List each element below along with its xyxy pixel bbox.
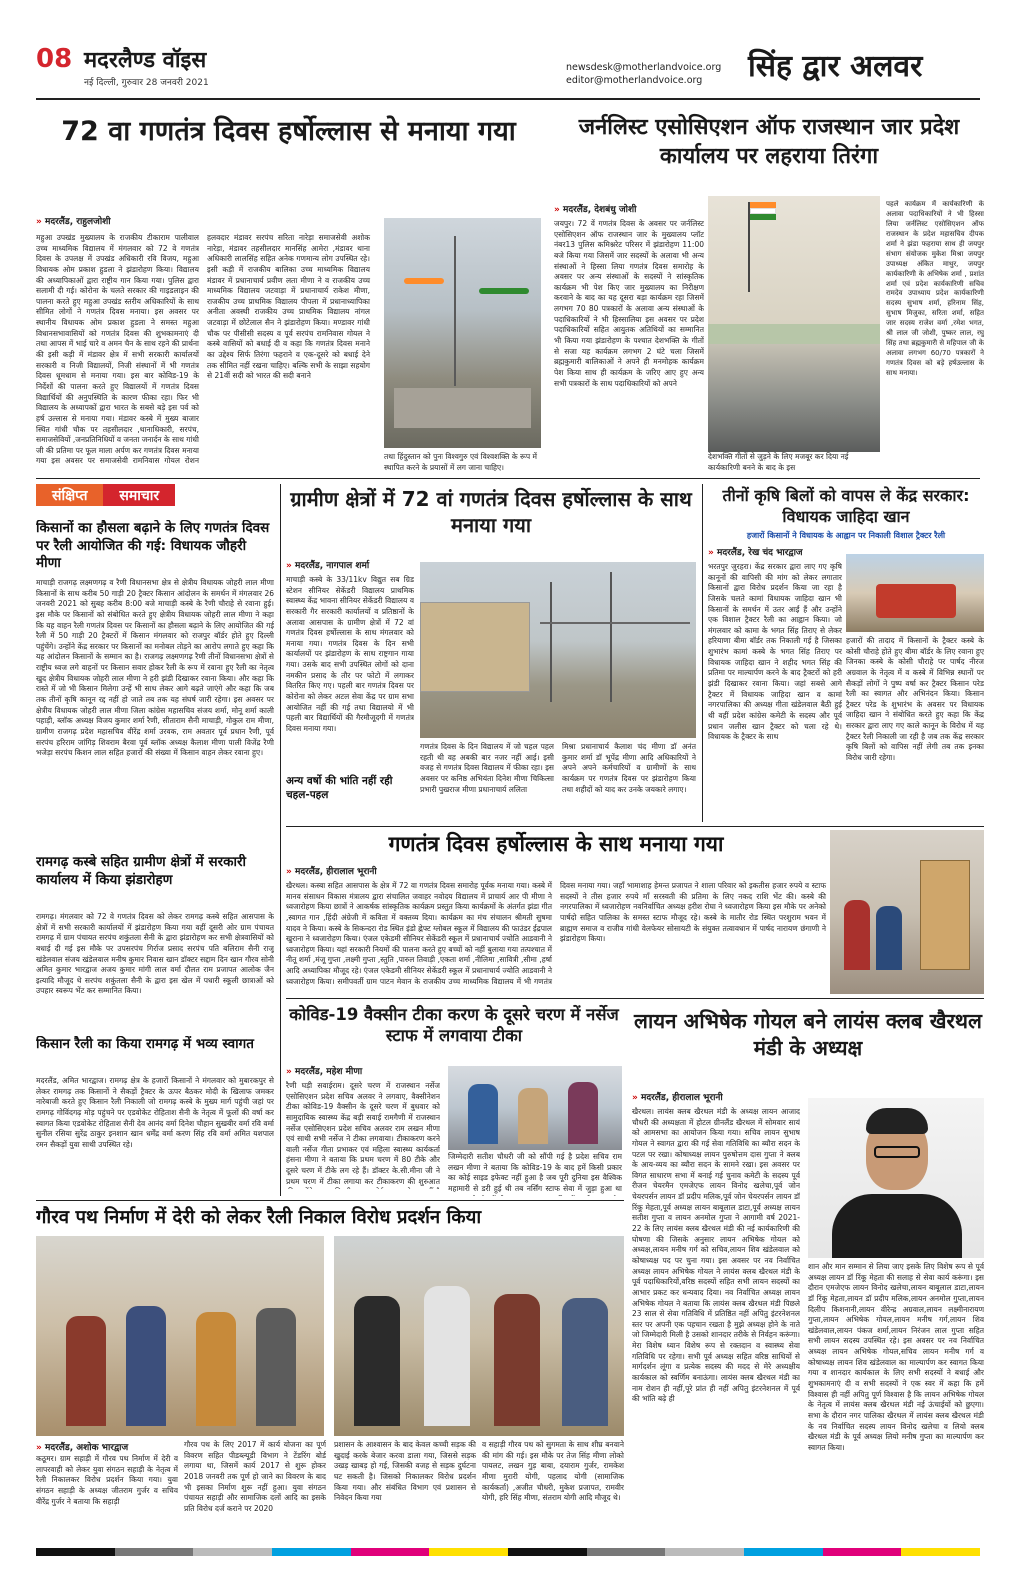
column-divider [702,484,703,822]
page-number: 08 [36,44,73,74]
dateline: नई दिल्ली, गुरुवार 28 जनवरी 2021 [84,78,209,88]
byline: » मदरलैंड, रेख चंद भारद्वाज [708,545,984,558]
brief-label [36,484,274,506]
headline: गौरव पथ निर्माण में देरी को लेकर रैली निकाल विरोध प्रदर्शन किया [36,1207,482,1228]
article-body-col3: मिश्रा प्रधानाचार्य कैलाश चंद मीणा डॉ अनंत कुमार शर्मा डॉ भूपेंद्र मीणा आदि अधिकारियों ने अपने अपने कर्मचारियों व ग्रामीणों के साथ कार्यक्रम पर गणतंत्र दिवस पर झंडारोहण किया तथा शहीदों को याद कर उनके जयकारे लगाए। [562,742,696,794]
headline: गणतंत्र दिवस हर्षोल्लास के साथ मनाया गया [388,832,724,856]
photo-jar-office-flag [708,196,880,452]
article-body-col2: गौरव पथ के लिए 2017 में कार्य योजना का पूर्ण विवरण सहित पीडब्ल्यूडी विभाग ने टेंडरिंग बोर्ड लगाया था, जिसमें कार्य 2017 से शुरू होकर 2018 जनवरी तक पूर्ण हो जाने का विवरण के बाद भी इसका निर्माण शुरू नहीं हुआ। युवा संगठन पंचायत सहाड़ी और सामाजिक दलों आदि का इसके प्रति विरोध दर्ज कराने पर 2020 [184,1440,326,1513]
brief-headline-3: किसान रैली का किया रामगढ़ में भव्य स्वागत [36,1036,254,1052]
brief-body-3: मदरलैंड, अमित भारद्वाज। रामगढ़ क्षेत्र के हजारों किसानों ने मंगलवार को मुबारकपुर से लेकर रामगढ़ तक किसानों ने सैकड़ों ट्रैक्टर के ऊपर बैठकर मोदी के खिलाफ जमकर नारेबाजी करते हुए किसान रैली निकाली जो रामगढ़ कस्बे के मुख्य मार्ग पहुंची जहां पर रामगढ़ गोविंदगढ़ मोड़ पहुंचने पर एडवोकेट रोहिताश सैनी के नेतृत्व में फूलों की वर्षा कर स्वागत किया एडवोकेट रोहिताश सैनी देव आनंद वर्मा दिनेश चौहान सुखबीर वर्मा रवि वर्मा सुनील रसिया सुरेंद्र ठाकुर इनशान खान धर्मेंद्र वर्मा करण सिंह रवि वर्मा अमित यशपाल रमन सैकड़ों युवा साथी उपस्थित रहे। [36,1076,274,1149]
photo-tractor-rally [846,554,984,632]
brief-headline-1: किसानों का हौसला बढ़ाने के लिए गणतंत्र दिवस पर रैली आयोजित की गई: विधायक जौहरी मीणा [36,520,270,572]
article-body-col4: व सहाड़ी गौरव पथ को सुगमता के साथ शीघ्र बनवाने की मांग की गई। इस मौके पर तेज सिंह मीणा लोको पायलट, लखन गुड़ बाबा, दयाराम गुर्जर, रामकेश मीणा मुरारी योगी, पहलाद योगी (सामाजिक कार्यकर्ता) ,अजीत चौधरी, मुकेश प्रजापत, रामवीर योगी, हरि सिंह मीणा, संतराम योगी आदि मौजूद थे। [482,1440,624,1503]
byline: » मदरलैंड, राहुलजोशी [36,214,541,227]
article-body: भरतपुर जुरहरा। केंद्र सरकार द्वारा लाए गए कृषि कानूनों की वापिसी की मांग को लेकर लगातार किसानों द्वारा विरोध प्रदर्शन किया जा रहा है जिसके चलते कामां विधायक जाहिदा खान भी किसानों के समर्थन में उतर आईं हैं और उन्होंने एक विशाल ट्रैक्टर रैली का आह्वान किया। जो मंगलवार को कामा के भगत सिंह तिराए से लेकर हरियाणा बीमा बॉर्डर तक निकाली गई है जिसका शुभारंभ कामां कस्बे के भगत सिंह तिराए पर विधायक जाहिदा खान ने शहीद भगत सिंह की प्रतिमा पर माल्यार्पण करने के बाद ट्रैक्टरों को हरी झंडी दिखाकर रवाना किया। जहां सबसे आगे ट्रैक्टर में विधायक जाहिदा खान व कामां नगरपालिका की अध्यक्ष गीता खंडेलवाल बैठी हुई थी वहीं प्रदेश कांग्रेस कमेटी के सदस्य और पूर्व प्रधान जलीस खान ट्रैक्टर को चला रहे थे। विधायक के ट्रैक्टर के साथ [708,562,842,742]
byline: » मदरलैंड, देशबंधु जोशी [554,202,984,215]
article-body-col1: कठूमर। ग्राम सहाड़ी में गौरव पथ निर्माण में देरी व लापरवाही को लेकर युवा संगठन सहाड़ी के नेतृत्व में रैली निकालकर विरोध प्रदर्शन किया गया। युवा संगठन सहाड़ी के अध्यक्ष जीतराम गुर्जर व सचिव वीरेंद्र गुर्जर ने बताया कि सहाड़ी [36,1454,178,1506]
photo-portrait-abhishek-goyal [808,1098,984,1258]
color-registration-bar [36,1548,980,1556]
brief-label-1: संक्षिप्त [36,484,103,506]
photo-caption: हजारों की तादाद में किसानों के ट्रैक्टर कस्बे के कोसी चौराहे होते हुए बीमा बॉर्डर के लिए रवाना हुए जिनका कस्बे के कोसी चौराहे पर पार्षद नीरज अग्रवाल के नेतृत्व में व कस्बे में विभिन्न स्थानों पर सैकड़ों लोगों ने पुष्प वर्षा कर ट्रैक्टर किसान परेड रैली का स्वागत और अभिनंदन किया। किसान ट्रैक्टर परेड के शुभारंभ के अवसर पर विधायक जाहिदा खान ने संबोधित करते हुए कहा कि केंद्र सरकार द्वारा लाए गए काले कानून के विरोध में यह ट्रैक्टर रैली निकाली जा रही है जब तक केंद्र सरकार कृषि बिलों को वापिस नहीं लेगी तब तक इनका विरोध जारी रहेगा। [846,636,984,763]
article-body: खैरथल। लायंस क्लब खैरथल मंडी के अध्यक्ष लायन आजाद चौधरी की अध्यक्षता में होटल ग्रीनलैंड खैरथल में सोमवार सायं को आमसभा का आयोजन किया गया। सचिव लायन सुभाष गोयल ने स्वागत द्वारा की गई सेवा गतिविधि का ब्यौरा सदन के पटल पर रखा। कोषाध्यक्ष लायन पुरुषोत्तम दास गुप्ता ने क्लब के आय-व्यय का ब्यौरा सदन के सामने रखा। इस अवसर पर विगत साधारण सभा में बनाई गई चुनाव कमेटी के सदस्य पूर्व रीजन चेयरमैन एमजेएफ लायन विनोद खलेचा,पूर्व जोन चेयरपर्सन लायन डॉ प्रदीप मलिक,पूर्व जोन चेयरपर्सन लायन डॉ रिंकू मेहता,पूर्व अध्यक्ष लायन बाबूलाल डाटा,पूर्व अध्यक्ष लायन सतीश गुप्ता व लायन अनमोल गुप्ता ने आगामी वर्ष 2021-22 के लिए लायंस क्लब खैरथल मंडी की नई कार्यकारिणी की घोषणा की जिसके अनुसार लायन अभिषेक गोयल को अध्यक्ष,लायन मनीष गर्ग को सचिव,लायन शिव खंडेलवाल को कोषाध्यक्ष पद पर चुना गया। इस अवसर पर नव निर्वाचित अध्यक्ष लायन अभिषेक गोयल ने लायंस क्लब खैरथल मंडी के पूर्व पदाधिकारियों,वरिष्ठ सदस्यों सहित सभी लायन सदस्यों का आभार प्रकट कर धन्यवाद दिया। नव निर्वाचित अध्यक्ष लायन अभिषेक गोयल ने बताया कि लायंस क्लब खैरथल मंडी पिछले 23 साल से सेवा गतिविधि में प्रतिष्ठित नहीं अपितु इंटरनेशनल स्तर पर अपनी एक पहचान रखता है मुझे अध्यक्ष होने के नाते जो जिम्मेदारी मिली है उसको शानदार तरीके से निर्वहन करूंगा। मेरा विशेष ध्यान विशेष रूप से रक्तदान व स्वास्थ्य सेवा गतिविधि पर रहेगा। सभी पूर्व अध्यक्ष सहित वरिष्ठ साथियों से मार्गदर्शन लूंगा व प्रत्येक सदस्य की मदद से मेरे अध्यक्षीय कार्यकाल को स्वर्णिम बनाऊंगा। लायंस क्लब खैरथल मंडी का नाम रोशन ही नहीं,पूरे प्रांत ही नहीं अपितु इंटरनेशनल में पूर्व की भांति बढ़े ही [632,1107,800,1404]
headline: कोविड-19 वैक्सीन टीका करण के दूसरे चरण में नर्सेज स्टाफ में लगवाया टीका [289,1005,619,1046]
section-rule [36,1200,624,1201]
photo-caption: जिम्मेदारी सतीश चौधरी जी को सौंपी गई है प्रदेश सचिव राम लखन मीणा ने बताया कि कोविड-19 के बाद हमें किसी प्रकार का कोई साइड इफेक्ट नहीं हुआ है जब पूरी दुनिया इस वैश्विक महामारी से डरी हुई थी तब नर्सिंग स्टाफ सेवा में जुड़ा हुआ था [448,1152,622,1193]
section-rule [286,826,984,827]
article-body-col2: गणतंत्र दिवस के दिन विद्यालय में जो चहल पहल रहती थी वह अबकी बार नजर नहीं आई। इसी वजह से गणतंत्र दिवस विद्यालय में फीका रहा। इस अवसर पर कनिष्ठ अभियंता दिनेश मीणा चिकित्सा प्रभारी पुखराज मीणा प्रधानाचार्य ललिता [420,742,554,794]
email-editor[interactable]: editor@motherlandvoice.org [566,75,703,86]
section-rule [286,998,984,999]
article-body: खैरथल। कस्बा सहित आसपास के क्षेत्र में 72 वा गणतंत्र दिवस समारोह पूर्वक मनाया गया। कस्बे में मानव संसाधन विकास मंत्रालय द्वारा संचालित जवाहर नवोदय विद्यालय में प्राचार्य आर पी मीणा ने ध्वजारोहण किया छात्रों ने आकर्षक सांस्कृतिक कार्यक्रम प्रस्तुत किया कार्यक्रमों के अंतर्गत झंडा गीत ,स्वागत गान ,हिंदी अंग्रेजी में कविता में वक्तव्य दिया। कार्यक्रम का मंच संचालन श्रीमती सुषमा यादव ने किया। कस्बे के सिकन्दरा रोड स्थित इंडो ह्नेफ्ट ग्लोबल स्कूल में विद्यालय की फाउंडर ईद्रपाल खुराना ने ध्वजारोहण किया। एंजल एकेडमी सीनियर सेकेंडरी स्कूल में प्रधानाचार्य ज्योति आडवानी ने ध्वजारोहण किया। यहां सरकारी नियमों की पालना करते हुए बच्चों को नहीं बुलाया गया तत्पश्चात में नीतू शर्मा ,मंजू गुप्ता ,लक्ष्मी गुप्ता ,स्तुति ,पारुल तिवाड़ी ,एकता शर्मा ,नीलिमा ,सावित्री ,सीमा ,हर्षा आदि अध्यापिका मौजूद रहे। एंजल एकेडमी सीनियर सेकेंडरी स्कूल में प्रधानाचार्य ज्योति आडवानी ने ध्वजारोहण किया। समीपवर्ती ग्राम पाटन मेवान के राजकीय उच्च माध्यमिक विद्यालय में भी गणतंत्र दिवस मनाया गया। जहाँ भामाशाह हेमन्त प्रजापत ने शाला परिवार को इकतीस हजार रुपये व स्टाफ सदस्यों ने तीस हजार रुपये माँ सरस्वती की प्रतिमा के लिए नकद राशि भेंट की। कस्बे की नगरपालिका में ध्वजारोहण नवनिर्वाचित अध्यक्ष हरीश रोघा ने ध्वजारोहण किया इस मौके पर अनेको पार्षदो सहित पालिका के समस्त स्टाफ मौजूद रहे। कस्बे के मातौर रोड स्थित परशुराम भवन में ब्राह्मण समाज व राजीव गांधी वेलफेयर सोसायटी के संयुक्त तत्वावधान में पार्षद नारायण छंगाणी ने झंडारोहण किया। [286,881,826,986]
brief-body-1: माचाड़ी राजगढ़ लक्ष्मणगढ़ व रैणी विधानसभा क्षेत्र से क्षेत्रीय विधायक जोहरी लाल मीणा किसानों के साथ करीब 50 गाड़ी 20 ट्रैक्टर किसान आंदोलन के समर्थन में मंगलवार 26 जनवरी 2021 को सुबह करीब 8:00 बजे माचाड़ी कस्बे के रैणी चौराहे से रवाना हुई। इस मौके पर किसानों को संबोधित करते हुए क्षेत्रीय विधायक जोहरी लाल मीणा ने कहा कि यह वाहन रैली गणतंत्र दिवस पर किसानों का हौसला बढ़ाने के लिए आयोजित की गई रैली में 50 गाड़ी 20 ट्रैक्टरों में किसान मंगलवार को राजपुर बॉर्डर होते हुए दिल्ली पहुंचेंगे। उन्होंने केंद्र सरकार पर किसानों का मनोबल तोड़ने का आरोप लगाते हुए कहा कि यह आंदोलन किसानों के सम्मान का है। राजगढ़ लक्ष्मणगढ़ रैणी तीनों विधानसभा क्षेत्रों से राष्ट्रीय ध्वज लगे वाहनों पर किसान सवार होकर रैली के रूप में रवाना हुए रैली का नेतृत्व खुद क्षेत्रीय विधायक जोहरी लाल मीणा ने हरी झंडी दिखाकर रवाना किया। और कहा कि रास्ते में जो भी किसान मिलेगा उन्हें भी साथ लेकर आगे बढ़ते जाएंगे और कहा कि जब तक तीनों कृषि कानून रद्द नहीं हो जाते तब तक यह संघर्ष जारी रहेगा। इस अवसर पर क्षेत्रीय विधायक जोहरी लाल मीणा जिला कांग्रेस महासचिव संजय शर्मा, मोनू शर्मा काली पहाड़ी, ब्लॉक अध्यक्ष विजय कुमार शर्मा रैणी, सीताराम सैनी माचाड़ी, गोकुल राम मीणा, ग्रामीण राजगढ़ प्रदेश महासचिव वीरेंद्र शर्मा उरवक, राम अवतार पूर्व प्रधान रैणी, पूर्व सरपंच हरिराम जांगिड़ शिवराम बैरवा पूर्व ब्लॉक अध्यक्ष कैलाश मीणा पाली विजेंद्र रैणी भजेड़ा सरपंच किशन लाल सहित हजारों की संख्या में किसान वाहन लेकर रवाना हुए। [36,578,274,758]
photo-protest-2 [334,1236,624,1436]
photo-caption: तथा हिंदुस्तान को पुनः विश्वगुरु एवं विश्वशक्ति के रूप में स्थापित करने के प्रयासों में लग जाना चाहिए। [384,452,537,472]
photo-caption: देशभक्ति गीतों से जुड़ने के लिए मजबूर कर दिया नई कार्यकारिणी बनने के बाद के इस [708,452,849,472]
sub-headline: हजारों किसानों ने विधायक के आह्वान पर निकाली विशाल ट्रैक्टर रैली [746,531,946,540]
headline: 72 वा गणतंत्र दिवस हर्षोल्लास से मनाया गया [61,116,516,147]
photo-vaccination [448,1066,622,1150]
photo-protest-1 [36,1236,324,1436]
photo-school-event [830,830,984,994]
article-body: महुआ उपखंड मुख्यालय के राजकीय टीकाराम पालीवाल उच्च माध्यमिक विद्यालय में मंगलवार को 72 वे गणतंत्र दिवस के उपलक्ष में उपखंड अधिकारी रवि विजय, महुआ विधायक ओम प्रकाश हुडला ने झंडारोहण किया। विद्यालय की अध्यापिकाओं द्वारा राष्ट्रीय गान किया गया। पुलिस द्वारा सलामी दी गई। कोरोना के चलते सरकार की गाइडलाइन की पालना करते हुए महुआ उपखंड स्तरीय अधिकारियों के साथ सीमित लोगों ने गणतंत्र दिवस मनाया। इस अवसर पर स्थानीय विधायक ओम प्रकाश हुडला ने समस्त महुआ विधानसभावासियों को गणतंत्र दिवस की शुभकामनाएं दी तथा आपस में भाई चारे व अमन चैन के साथ रहने की प्रार्थना की इसी कड़ी में मंडावर क्षेत्र में सभी सरकारी कार्यालयों सरकारी व निजी विद्यालयों, निजी संस्थानों में भी गणतंत्र दिवस धूमधाम से मनाया गया। इस बार कोविड-19 के निर्देशों की पालना करते हुए विद्यालयों में गणतंत्र दिवस विद्यार्थियों की अनुपस्थिति के कारण फीका रहा। फिर भी विद्यालय के अध्यापकों द्वारा भारत के सबसे बड़े इस पर्व को हर्ष उल्लास से मनाया गया। मंडावर कस्बे में मुख्य बाजार स्थित गांधी चौक पर तहसीलदार ,थानाधिकारी, सरपंच, समाजसेवियों ,जनप्रतिनिधियों व जनता जनार्दन के साथ गांधी जी की प्रतिमा पर फूल माला अर्पण कर गणतंत्र दिवस मनाया गया इस अवसर पर समाजसेवी रामनिवास गोयल रोशन हलवदार मंडावर सरपंच सरिता नारेड़ा समाजसेवी अशोक नारेड़ा, मंडावर तहसीलदार मानसिंह आमेरा ,मंडावर थाना अधिकारी लालसिंह सहित अनेक गणमान्य लोग उपस्थित रहे। इसी कड़ी में राजकीय बालिका उच्च माध्यमिक विद्यालय मंडावर में प्रधानाचार्य प्रवीण लता मीणा ने व राजकीय उच्च माध्यमिक विद्यालय जटवाड़ा में प्रधानाचार्य राकेश मीणा, राजकीय उच्च प्राथमिक विद्यालय पीपला में प्रधानाध्यापिका अनीता अवस्थी राजकीय उच्च प्राथमिक विद्यालय नांगल जटवाड़ा में छोटेलाल सैन ने झंडारोहण किया। मण्डावर गांधी चौक पर पीसीसी सदस्य व पूर्व सरपंच रामनिवास गोयल ने कस्बे वासियों को बधाई दी व कहा कि गणतंत्र दिवस मनाने का उद्देश्य सिर्फ तिरंगा फहराने व एक-दूसरे को बधाई देने तक सीमित नहीं रखना चाहिए। बल्कि सभी के साझा सहयोग से 21वीं सदी को भारत की सदी बनाने [36,233,370,466]
section-rule [36,478,980,479]
masthead [0,0,1024,96]
pull-quote: अन्य वर्षो की भांति नहीं रही चहल-पहल [286,775,393,801]
article-body-col3: प्रशासन के आश्वासन के बाद केवल कच्ची सड़क की खुदाई करके बेजार करवा डाला गया, जिससे सड़क उखड़ खाबड़ हो गई, जिसकी वजह से सड़क दुर्घटना घट सकती है। जिसको निकालकर विरोध प्रदर्शन किया गया। और संबंधित विभाग एवं प्रशासन से निवेदन किया गया [334,1440,476,1503]
article-body: जयपुर। 72 वें गणतंत्र दिवस के अवसर पर जर्नलिस्ट एसोसिएशन ऑफ राजस्थान जार के मुख्यालय प्लॉट नंबर13 पुलिस कमिश्नरेट परिसर में झंडारोहण 11:00 बजे किया गया जिसमें जार सदस्यों के अलावा भी अन्य संस्थाओं ने हिस्सा लिया गणतंत्र दिवस समारोह के अवसर पर अन्य संस्थाओं के सदस्यों ने सांस्कृतिक कार्यक्रम भी पेश किए जार मुख्यालय का निरीक्षण करवाने के बाद का यह दूसरा बड़ा कार्यक्रम रहा जिसमें लगभग 70 80 पत्रकारों के अलावा अन्य संस्थाओं के पदाधिकारियों ने भी हिस्सालिया इस अवसर पर प्रदेश पदाधिकारियों सहित आयुतक अतिथियों का सम्मानित भी किया गया झंडारोहण के पश्चात देशभक्ति के गीतों से सजा यह कार्यक्रम लगभग 2 घंटे चला जिसमें ब्रह्मकुमारी बालिकाओं ने अपने ही मनमोहक कार्यक्रम पेश किया साथ ही कार्यक्रम के जरिए आए हुए अन्य सभी पत्रकारों के साथ पदाधिकारियों को अपने [554,219,704,388]
headline: तीनों कृषि बिलों को वापस ले केंद्र सरकार: विधायक जाहिदा खान [722,486,970,526]
masthead-rule [36,98,980,100]
photo-flag-hoisting-school [384,218,541,448]
headline: जर्नलिस्ट एसोसिएशन ऑफ राजस्थान जार प्रदेश कार्यालय पर लहराया तिरंगा [578,115,960,169]
byline: » मदरलैंड, हीरालाल भूरानी [286,864,984,877]
byline: » मदरलैंड, हीरालाल भूरानी [632,1090,984,1103]
headline: लायन अभिषेक गोयल बने लायंस क्लब खैरथल मंडी के अध्यक्ष [634,1009,982,1060]
byline: » मदरलैंड, महेश मीणा [286,1064,622,1077]
article-body-continued: पहले कार्यक्रम में कार्यकारिणी के अलावा पदाधिकारियों ने भी हिस्सा लिया जर्नलिस्ट एसोसिएशन ऑफ राजस्थान के प्रदेश महासचिव दीपक शर्मा ने झंडा फहराया साथ ही जयपुर संभाग संयोजक मुकेश मिश्रा जयपुर उपाध्यक्ष अंकित माथुर, जयपुर कार्यकारिणी के अभिषेक शर्मा , प्रशांत शर्मा एवं प्रदेश कार्यकारिणी सचिव रामदेव उपाध्याय प्रदेश कार्यकारिणी सदस्य सुभाष शर्मा, हरिनाम सिंह, सुभाष मिजुका, सरिता शर्मा, सहित जार सदस्य राजेश वर्मा ,रमेश भगत, श्री लाल जी जोशी, पुष्कर लाल, रघु सिंह तथा ब्रह्मकुमारी से महिपाल जी के अलावा लगभग 60/70 पत्रकारों ने गणतंत्र दिवस को बड़े हर्षउल्लास के साथ मनाया। [886,200,984,377]
brief-news-column [36,484,274,1196]
brief-divider [280,484,281,1196]
brief-label-2: समाचार [103,484,175,506]
email-newsdesk[interactable]: newsdesk@motherlandvoice.org [566,62,722,73]
byline: » मदरलैंड, नागपाल शर्मा [286,558,696,571]
article-body: माचाड़ी कस्बे के 33/11kv विद्युत सब ग्रिड स्टेशन सीनियर सेकेंडरी विद्यालय प्राथमिक स्वास्थ्य केंद्र भावना सीनियर सेकेंडरी विद्यालय व सरकारी गैर सरकारी कार्यालयों व प्रतिष्ठानों के अलावा आसपास के ग्रामीण क्षेत्रों में 72 वां गणतंत्र दिवस हर्षोल्लास के साथ मंगलवार को मनाया गया। गणतंत्र दिवस के दिन सभी कार्यालयों पर झंडारोहण के साथ राष्ट्रगान गाया गया। उसके बाद सभी उपस्थित लोगों को दाना नमकीन प्रसाद के तौर पर फोटो में लगाकर वितरित किए गए। पहली बार गणतंत्र दिवस पर कोरोना को लेकर अटल सेवा केंद्र पर ग्राम सभा आयोजित नहीं की गई तथा विद्यालयो में भी पहली बार विद्यार्थियों की गैरमौजूदगी में गणतंत्र दिवस मनाया गया। [286,575,414,733]
brief-headline-2: रामगढ़ कस्बे सहित ग्रामीण क्षेत्रों में सरकारी कार्यालय में किया झंडारोहण [36,854,246,888]
article-body: रैणी घड़ी सवाईराम। दूसरे चरण में राजस्थान नर्सेज एसोसिएशन प्रदेश सचिव अलवर ने लगवाए, वैक्सीनेशन टीका कोविड-19 वैक्सीन के दूसरे चरण में बुधवार को सामुदायिक स्वास्थ्य केंद्र बड़ी सवाई रामगैणी में राजस्थान नर्सेज एसोसिएशन प्रदेश सचिव अलवर राम लखन मीणा एवं साथी सभी नर्सेज ने टीका लगवाया। टीकाकरण करने वाली नर्सेज गीता प्रभाकर एवं महिला स्वास्थ्य कार्यकर्ता हंसना मीणा ने बताया कि प्रथम चरण में 80 टीके और दूसरे चरण में टीके लग रहे हैं। डॉक्टर के.सी.मीना जी ने प्रथम चरण में टीका लगाया कर टीकाकरण की शुरुआत [286,1081,440,1186]
photo-caption: शान और मान सम्मान से लिया जाए इसके लिए विशेष रूप से पूर्व अध्यक्ष लायन डॉ रिंकू मेहता की सलाह से सेवा कार्य करूंगा। इस दौरान एमजेएफ लायन विनोद खलेचा,लायन बाबूलाल डाटा,लायन डॉ रिंकू मेहता,लायन डॉ प्रदीप मलिक,लायन अनमोल गुप्ता,लायन दिलीप किशनानी,लायन वीरेन्द्र अग्रवाल,लायन लक्ष्मीनारायण गुप्ता,लायन अभिषेक गोयल,लायन मनीष गर्ग,लायन शिव खंडेलवाल,लायन पंकज शर्मा,लायन निरंजन लाल गुप्ता सहित सभी लायन सदस्य उपस्थित रहे। इस अवसर पर नव निर्वाचित अध्यक्ष लायन अभिषेक गोयल,सचिव लायन मनीष गर्ग व कोषाध्यक्ष लायन शिव खंडेलवाल का माल्यार्पण कर स्वागत किया गया व शानदार कार्यकाल के लिए सभी सदस्यों ने बधाई और शुभकामनाएं दी व सभी सदस्यों ने एक स्वर में कहा कि हमें विश्वास ही नहीं अपितु पूर्ण विश्वास है कि लायन अभिषेक गोयल के नेतृत्व में लायंस क्लब खैरथल मंडी नई ऊंचाईयों को छुएगा। सभा के दौरान नगर पालिका खैरथल में लायंस क्लब खैरथल मंडी के नव निर्वाचित सदस्य लायन विनोद खलेचा व लियो क्लब खैरथल मंडी के पूर्व अध्यक्ष लियो मनीष गुप्ता का माल्यार्पण कर स्वागत किया। [808,1262,984,1452]
headline: ग्रामीण क्षेत्रों में 72 वां गणतंत्र दिवस हर्षोल्लास के साथ मनाया गया [290,487,692,537]
byline: » मदरलैंड, अशोक भारद्वाज [36,1440,128,1453]
photo-power-substation [420,562,696,738]
article-gaurav-path-protest [36,1204,624,1234]
section-title: सिंह द्वार अलवर [748,49,923,84]
paper-name: मदरलैण्ड वॉइस [84,48,207,73]
brief-body-2: रामगढ़। मंगलवार को 72 वे गणतंत्र दिवस को लेकर रामगढ़ कस्बे सहित आसपास के क्षेत्रों में सभी सरकारी कार्यालयों में झंडारोहण किया गया वहीं दूसरी ओर ग्राम पंचायत रामगढ़ में ग्राम पंचायत सरपंच शकुंतला सैनी के द्वारा झंडारोहण कर सभी क्षेत्रवासियों को बधाई दी गई इस मौके पर उपसरपंच गिर्राज प्रसाद सरपंच पति बलिराम सैनी राजू खंडेलवाल संजय खंडेलवाल मनीष कुमार निवास खान डॉक्टर सद्दाम दिन खान गौरव सोनी अमित कुमार भारद्वाज अजय कुमार मांगी लाल वर्मा दौलत राम प्रजापत आलोक जैन इत्यादि मौजूद थे सरपंच शकुंतला सैनी के द्वारा इस खेल में पधारी स्कूली छात्राओं को उपहार स्वरूप भेंट कर सम्मानित किया। [36,912,274,996]
